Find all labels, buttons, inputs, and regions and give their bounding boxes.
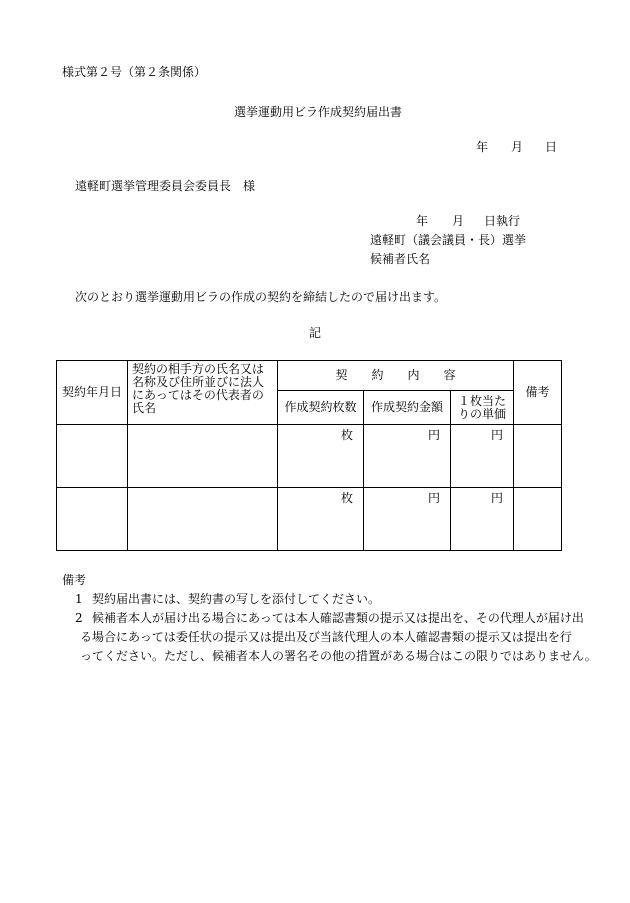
contract-date-cell[interactable] [57, 425, 128, 488]
header-contract-date: 契約年月日 [57, 361, 128, 425]
count-cell[interactable]: 枚 [278, 425, 364, 488]
amount-cell[interactable]: 円 [364, 425, 451, 488]
count-cell[interactable]: 枚 [278, 488, 364, 551]
header-contract-contents: 契 約 内 容 [278, 361, 514, 391]
remarks-cell[interactable] [514, 488, 562, 551]
election-year-label: 年 [416, 214, 429, 228]
unit-price-cell[interactable]: 円 [451, 425, 514, 488]
ki-marker: 記 [309, 326, 322, 340]
date-month-label: 月 [511, 140, 524, 154]
note-2-line: 候補者本人が届け出る場合にあっては本人確認書類の提示又は提出を、その代理人が届け出 [92, 611, 584, 625]
header-party-line: にあってはその代表者の [132, 388, 264, 402]
note-1-text: 契約届出書には、契約書の写しを添付してください。 [92, 592, 381, 606]
table-row [57, 425, 562, 488]
header-unit-price [451, 391, 514, 425]
date-day-label: 日 [545, 140, 558, 154]
election-month-label: 月 [452, 214, 465, 228]
table-row [57, 488, 562, 551]
notes-heading: 備考 [62, 573, 87, 587]
note-2-line: ってください。ただし、候補者本人の署名その他の措置がある場合はこの限りではありません。 [80, 649, 597, 663]
header-contract-count: 作成契約枚数 [278, 391, 364, 425]
contract-party-cell[interactable] [128, 425, 278, 488]
election-day-label: 日執行 [484, 214, 521, 228]
addressee: 遠軽町選挙管理委員会委員長 様 [75, 179, 256, 193]
contract-table [56, 360, 562, 551]
contract-party-cell[interactable] [128, 488, 278, 551]
header-party-line: 契約の相手方の氏名又は [132, 362, 265, 376]
candidate-name-label: 候補者氏名 [370, 252, 431, 266]
form-number: 様式第２号（第２条関係） [62, 65, 207, 79]
header-remarks: 備考 [514, 361, 562, 425]
contract-date-cell[interactable] [57, 488, 128, 551]
amount-cell[interactable]: 円 [364, 488, 451, 551]
header-contract-party [128, 361, 278, 425]
remarks-cell[interactable] [514, 425, 562, 488]
header-unit-line: １枚当た [458, 393, 507, 408]
note-2-line: る場合にあっては委任状の提示又は提出及び当該代理人の本人確認書類の提示又は提出を行 [80, 630, 572, 644]
note-number: 1 [75, 592, 83, 606]
header-party-line: 氏名 [132, 401, 157, 415]
header-contract-amount: 作成契約金額 [364, 391, 451, 425]
unit-price-cell[interactable]: 円 [451, 488, 514, 551]
election-name: 遠軽町（議会議員・長）選挙 [370, 233, 527, 247]
note-number: 2 [75, 611, 83, 625]
date-year-label: 年 [476, 140, 489, 154]
statement: 次のとおり選挙運動用ビラの作成の契約を締結したので届け出ます。 [75, 290, 447, 304]
header-unit-line: りの単価 [458, 406, 507, 421]
header-party-line: 名称及び住所並びに法人 [132, 375, 265, 389]
document-title: 選挙運動用ビラ作成契約届出書 [234, 105, 403, 119]
